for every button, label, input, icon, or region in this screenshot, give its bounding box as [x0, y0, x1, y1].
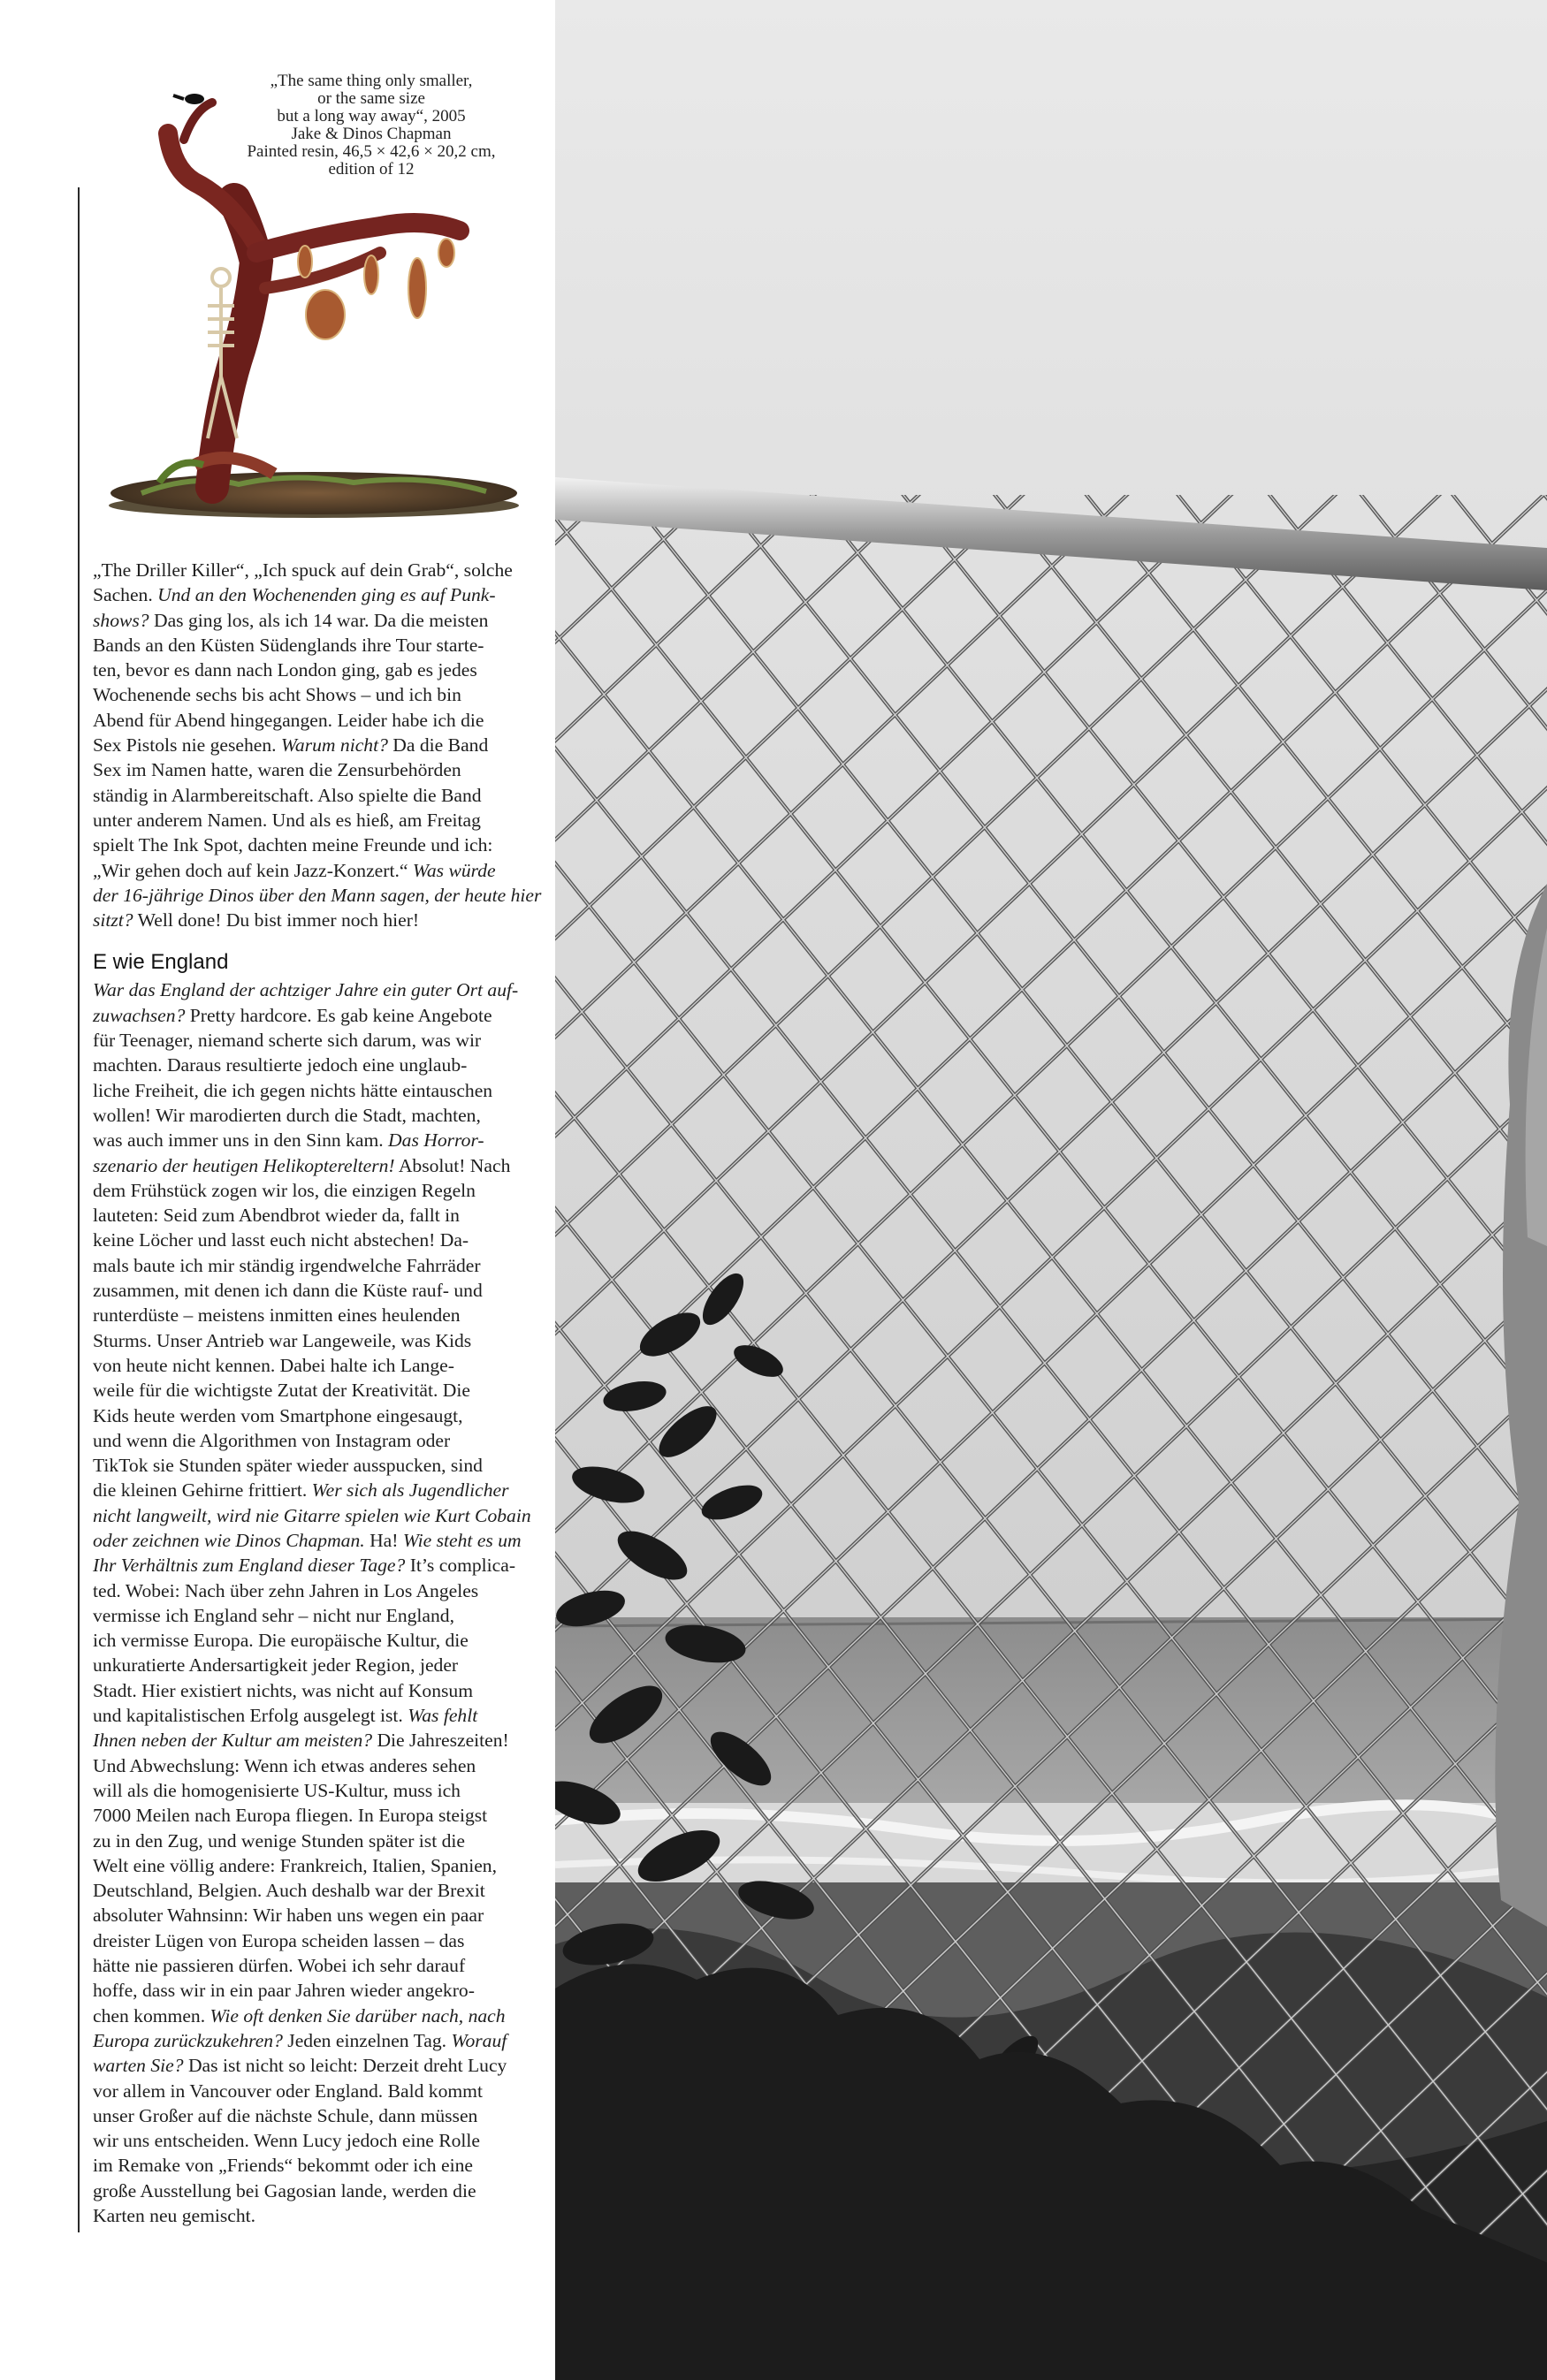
text-line: Sturms. Unser Antrieb war Langeweile, was Kids [93, 1329, 472, 1351]
question: Wie oft denken Sie darüber nach, nach [205, 2004, 506, 2026]
question: zuwachsen? [93, 1004, 186, 1026]
caption-line: or the same size [317, 89, 425, 108]
question: Ihnen neben der Kultur am meisten? [93, 1730, 373, 1752]
text-line: Jeden einzelnen Tag. [282, 2029, 447, 2051]
text-line: hoffe, dass wir in ein paar Jahren wieder angekro- [93, 1980, 475, 2002]
text-line: dreister Lügen von Europa scheiden lassen – das [93, 1929, 465, 1951]
text-line: dem Frühstück zogen wir los, die einzigen Regeln [93, 1179, 476, 1201]
text-line: ständig in Alarmbereitschaft. Also spielte die Band [93, 784, 482, 806]
question: Europa zurückzukehren? [93, 2029, 283, 2051]
text-line: die kleinen Gehirne frittiert. [93, 1479, 308, 1502]
text-line: und wenn die Algorithmen von Instagram oder [93, 1429, 451, 1451]
question: warten Sie? [93, 2055, 184, 2077]
question: Das Horror- [383, 1129, 484, 1152]
text-line: lauteten: Seid zum Abendbrot wieder da, fallt in [93, 1205, 460, 1227]
question: shows? [93, 609, 149, 631]
question: sitzt? [93, 909, 133, 931]
text-line: It’s complica- [405, 1555, 516, 1577]
caption-line: „The same thing only smaller, [270, 72, 473, 90]
text-line: chen kommen. [93, 2004, 206, 2026]
text-line: im Remake von „Friends“ bekommt oder ich eine [93, 2155, 473, 2177]
caption-line: Painted resin, 46,5 × 42,6 × 20,2 cm, [247, 142, 496, 161]
fence-scene [555, 0, 1547, 2380]
text-line: Sex im Namen hatte, waren die Zensurbehörden [93, 759, 461, 781]
text-line: TikTok sie Stunden später wieder ausspucken, sind [93, 1455, 483, 1477]
text-line: ten, bevor es dann nach London ging, gab es jedes [93, 659, 477, 681]
text-line: wir uns entscheiden. Wenn Lucy jedoch eine Rolle [93, 2130, 481, 2152]
text-line: weile für die wichtigste Zutat der Kreativität. Die [93, 1380, 470, 1402]
caption-line: but a long way away“, 2005 [277, 107, 466, 125]
question: szenario der heutigen Helikoptereltern! [93, 1154, 395, 1176]
question: Ihr Verhältnis zum England dieser Tage? [93, 1555, 406, 1577]
text-line: Wochenende sechs bis acht Shows – und ich bin [93, 684, 461, 706]
text-line: Sex Pistols nie gesehen. [93, 734, 277, 757]
text-line: ich vermisse Europa. Die europäische Kultur, die [93, 1630, 469, 1652]
text-line: Welt eine völlig andere: Frankreich, Italien, Spanien, [93, 1854, 497, 1876]
text-line: spielt The Ink Spot, dachten meine Freunde und ich: [93, 834, 493, 856]
question: nicht langweilt, wird nie Gitarre spielen wie Kurt Cobain [93, 1504, 531, 1526]
section-paragraph [93, 977, 530, 2228]
caption-line: Jake & Dinos Chapman [291, 125, 452, 143]
section-heading: E wie England [93, 950, 229, 975]
text-line: 7000 Meilen nach Europa fliegen. In Europa steigst [93, 1805, 488, 1827]
text-line: Well done! Du bist immer noch hier! [133, 909, 420, 931]
text-line: keine Löcher und lasst euch nicht abstechen! Da- [93, 1229, 469, 1251]
text-line: liche Freiheit, die ich gegen nichts hätte eintauschen [93, 1079, 493, 1101]
text-line: Karten neu gemischt. [93, 2205, 256, 2226]
text-line: Deutschland, Belgien. Auch deshalb war der Brexit [93, 1880, 485, 1902]
text-line: „Wir gehen doch auf kein Jazz-Konzert.“ [93, 859, 408, 881]
text-line: vor allem in Vancouver oder England. Bald kommt [93, 2080, 483, 2102]
text-line: wollen! Wir marodierten durch die Stadt, machten, [93, 1104, 481, 1126]
text-line: für Teenager, niemand scherte sich darum, was wir [93, 1030, 482, 1052]
text-line: Da die Band [387, 734, 489, 757]
text-column [0, 0, 555, 2380]
text-line: hätte nie passieren dürfen. Wobei ich sehr darauf [93, 1955, 466, 1977]
question: Und an den Wochenenden ging es auf Punk- [152, 584, 496, 606]
question: Was würde [408, 859, 496, 881]
text-line: unkuratierte Andersartigkeit jeder Region, jeder [93, 1654, 459, 1677]
fence-photograph [555, 0, 1547, 2380]
text-line: unser Großer auf die nächste Schule, dann müssen [93, 2104, 478, 2126]
text-line: Abend für Abend hingegangen. Leider habe ich die [93, 709, 484, 731]
text-line: und kapitalistischen Erfolg ausgelegt ist. [93, 1705, 403, 1727]
text-line: Das ging los, als ich 14 war. Da die meisten [149, 609, 489, 631]
text-line: unter anderem Namen. Und als es hieß, am Freitag [93, 809, 481, 831]
text-line: vermisse ich England sehr – nicht nur England, [93, 1604, 454, 1626]
text-line: was auch immer uns in den Sinn kam. [93, 1129, 384, 1152]
text-line: Das ist nicht so leicht: Derzeit dreht Lucy [183, 2055, 507, 2077]
question: Wie steht es um [398, 1529, 522, 1551]
text-line: Stadt. Hier existiert nichts, was nicht auf Konsum [93, 1679, 473, 1701]
caption-line: edition of 12 [328, 160, 415, 179]
text-line: ted. Wobei: Nach über zehn Jahren in Los Angeles [93, 1579, 479, 1601]
text-line: machten. Daraus resultierte jedoch eine unglaub- [93, 1054, 468, 1076]
question: oder zeichnen wie Dinos Chapman. [93, 1529, 365, 1551]
text-line: Kids heute werden vom Smartphone eingesaugt, [93, 1404, 463, 1426]
artwork-caption [212, 72, 530, 179]
text-line: Bands an den Küsten Südenglands ihre Tour starte- [93, 634, 484, 656]
text-line: Sachen. [93, 584, 153, 606]
text-line: Und Abwechslung: Wenn ich etwas anderes sehen [93, 1754, 476, 1776]
text-line: Pretty hardcore. Es gab keine Angebote [185, 1004, 492, 1026]
question: Warum nicht? [276, 734, 388, 757]
text-line: „The Driller Killer“, „Ich spuck auf dein Grab“, solche [93, 559, 513, 581]
text-line: Ha! [364, 1529, 399, 1551]
question: Was fehlt [402, 1705, 478, 1727]
vertical-rule [78, 187, 80, 2232]
question: Worauf [446, 2029, 507, 2051]
text-line: mals baute ich mir ständig irgendwelche Fahrräder [93, 1254, 481, 1276]
article-body [93, 558, 542, 2228]
text-line: absoluter Wahnsinn: Wir haben uns wegen ein paar [93, 1905, 484, 1927]
text-line: zu in den Zug, und wenige Stunden später ist die [93, 1829, 465, 1852]
question: War das England der achtziger Jahre ein guter Ort auf- [93, 979, 519, 1001]
question: der 16-jährige Dinos über den Mann sagen, der heute hier [93, 884, 542, 906]
text-line: von heute nicht kennen. Dabei halte ich Lange- [93, 1354, 454, 1376]
intro-paragraph [93, 558, 542, 932]
text-line: runterdüste – meistens inmitten eines heulenden [93, 1304, 461, 1327]
text-line: Die Jahreszeiten! [372, 1730, 509, 1752]
text-line: zusammen, mit denen ich dann die Küste rauf- und [93, 1280, 483, 1302]
question: Wer sich als Jugendlicher [307, 1479, 509, 1502]
text-line: will als die homogenisierte US-Kultur, muss ich [93, 1779, 461, 1801]
text-line: Absolut! Nach [394, 1154, 511, 1176]
text-line: große Ausstellung bei Gagosian lande, werden die [93, 2179, 476, 2201]
